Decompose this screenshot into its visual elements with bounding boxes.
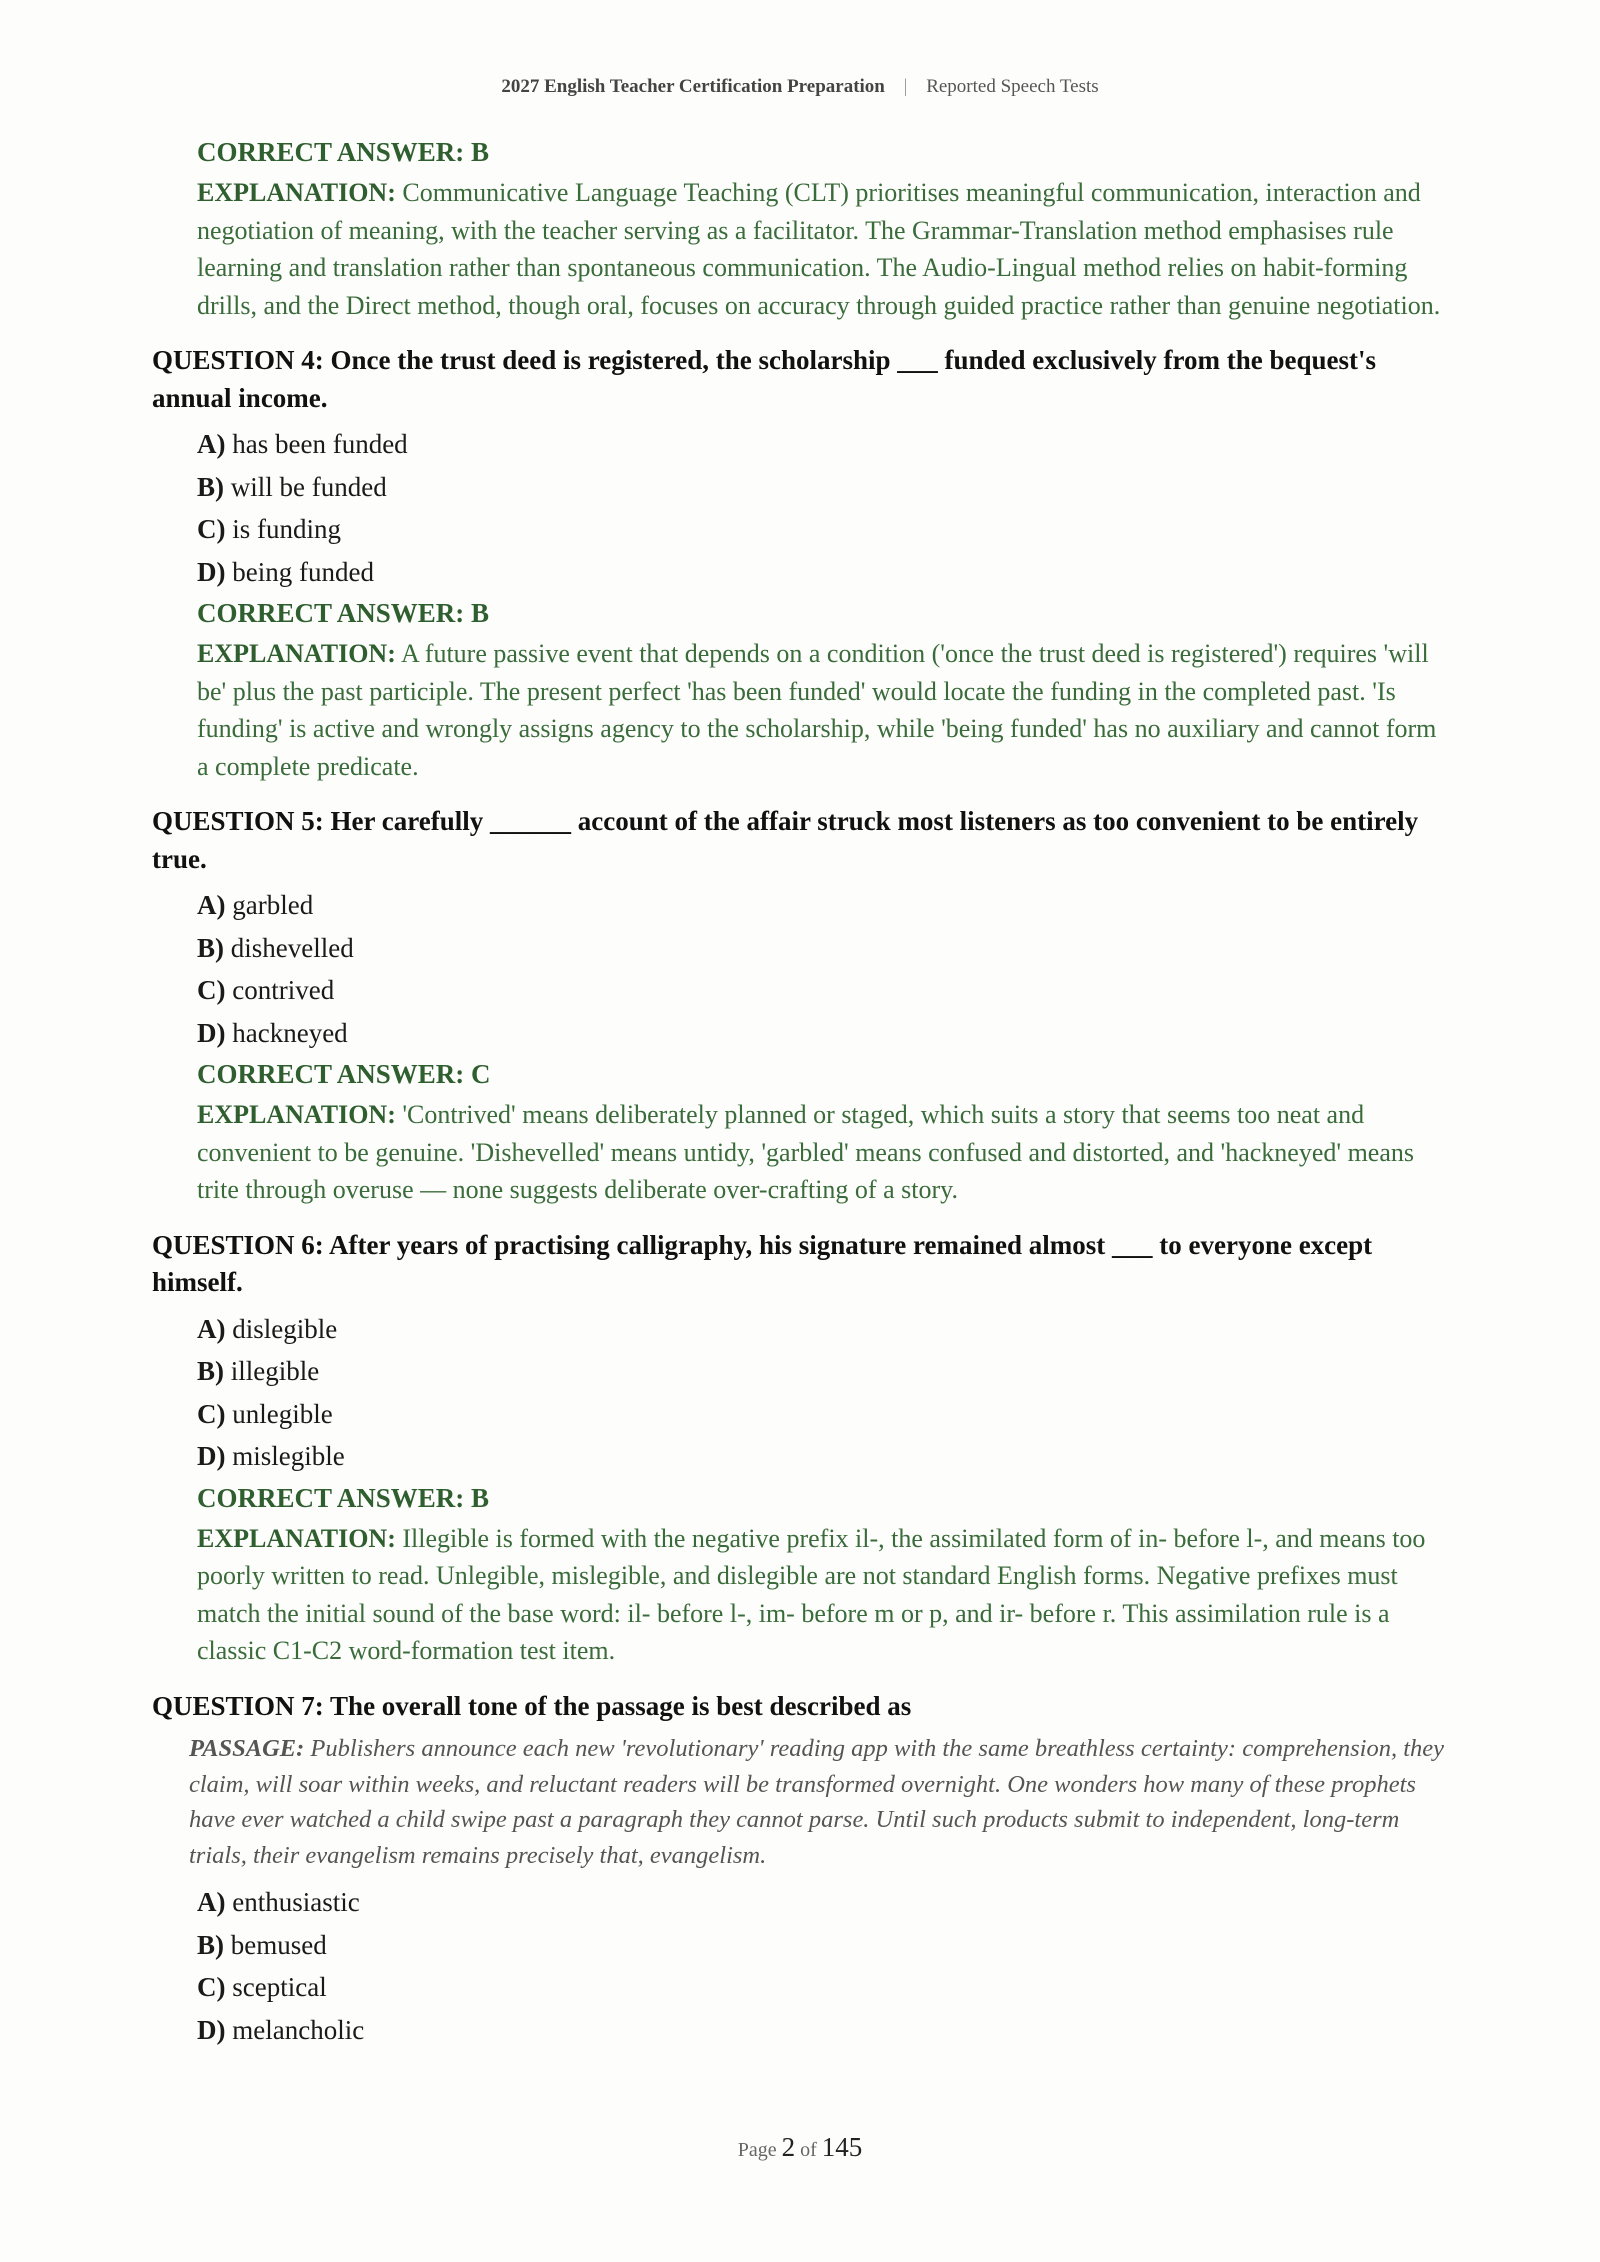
option-text: bemused: [230, 1929, 327, 1960]
explanation-label: EXPLANATION:: [197, 1523, 396, 1553]
option-text: illegible: [230, 1356, 320, 1386]
of-word: of: [800, 2139, 817, 2161]
option-d: [197, 2009, 1452, 2052]
option-text: being funded: [232, 556, 374, 587]
option-a: [197, 1308, 1452, 1351]
option-letter: C): [197, 975, 226, 1005]
option-letter: D): [197, 1441, 226, 1471]
option-text: melancholic: [232, 2014, 365, 2045]
option-c: [197, 969, 1452, 1012]
header-separator: |: [903, 76, 908, 97]
option-c: [197, 1966, 1452, 2009]
explanation-text: Illegible is formed with the negative prefix il-, the assimilated form of in- before l-, and means too poorly written to read. Unlegible, mislegible, and dislegible are not standard English forms. Negative prefixes must match the initial sound of the base word: il- before l-, im- before m or p, and ir- before r. This assimilation rule is a classic C1-C2 word-formation test item.: [197, 1523, 1426, 1665]
total-pages: 145: [821, 2132, 863, 2162]
explanation-text: A future passive event that depends on a condition ('once the trust deed is registered') requires 'will be' plus the past participle. The present perfect 'has been funded' would locate the funding in the completed past. 'Is funding' is active and wrongly assigns agency to the scholarship, while 'being funded' has no auxiliary and cannot form a complete predicate.: [197, 639, 1437, 781]
option-text: unlegible: [232, 1398, 333, 1429]
explanation-text: Communicative Language Teaching (CLT) prioritises meaningful communication, interaction and negotiation of meaning, with the teacher serving as a facilitator. The Grammar-Translation method emphasises rule learning and translation rather than spontaneous communication. The Audio-Lingual method relies on habit-forming drills, and the Direct method, though oral, focuses on accuracy through guided practice rather than genuine negotiation.: [197, 178, 1441, 320]
option-text: dislegible: [232, 1313, 338, 1344]
page-number: 2: [781, 2132, 796, 2162]
page-word: Page: [737, 2139, 777, 2161]
option-d: [197, 1435, 1452, 1478]
q3-explanation: [197, 174, 1452, 324]
question-6-text: QUESTION 6: After years of practising calligraphy, his signature remained almost ___ to everyone except himself.: [152, 1229, 1373, 1297]
option-a: [197, 1881, 1452, 1924]
question-4-options: [197, 423, 1452, 593]
option-letter: C): [197, 1398, 226, 1429]
option-letter: A): [197, 1313, 226, 1344]
q5-explanation: [197, 1096, 1452, 1209]
option-letter: A): [197, 890, 226, 920]
option-text: has been funded: [232, 429, 408, 459]
option-letter: C): [197, 1972, 226, 2002]
question-7-passage: [189, 1731, 1452, 1873]
option-b: [197, 466, 1452, 509]
option-text: is funding: [232, 514, 342, 544]
option-letter: B): [197, 1929, 224, 1960]
option-letter: C): [197, 514, 226, 544]
question-7-options: [197, 1881, 1452, 2051]
header-subtitle: Reported Speech Tests: [926, 76, 1099, 97]
option-b: [197, 1924, 1452, 1967]
page-content: [152, 132, 1452, 2051]
q4-correct-answer: CORRECT ANSWER: B: [197, 598, 490, 628]
question-5-text: QUESTION 5: Her carefully ______ account of the affair struck most listeners as too convenient to be entirely true.: [152, 806, 1419, 874]
option-letter: D): [197, 1017, 226, 1048]
option-letter: A): [197, 1887, 226, 1917]
option-a: [197, 884, 1452, 927]
option-letter: B): [197, 1356, 224, 1386]
header-title: 2027 English Teacher Certification Preparation: [501, 76, 885, 97]
explanation-text: 'Contrived' means deliberately planned or staged, which suits a story that seems too neat and convenient to be genuine. 'Dishevelled' means untidy, 'garbled' means confused and distorted, and 'hackneyed' means trite through overuse — none suggests deliberate over-crafting of a story.: [197, 1100, 1414, 1204]
explanation-label: EXPLANATION:: [197, 178, 396, 207]
option-b: [197, 1350, 1452, 1393]
passage-text: Publishers announce each new 'revolutionary' reading app with the same breathless certainty: comprehension, they claim, will soar within weeks, and reluctant readers will be transformed overnight. One wonders how many of these prophets have ever watched a child swipe past a paragraph they cannot parse. Until such products submit to independent, long-term trials, their evangelism remains precisely that, evangelism.: [189, 1735, 1445, 1869]
option-text: sceptical: [232, 1972, 327, 2002]
option-text: mislegible: [232, 1441, 345, 1471]
option-b: [197, 927, 1452, 970]
question-6-options: [197, 1308, 1452, 1478]
option-text: dishevelled: [230, 932, 354, 963]
option-d: [197, 1012, 1452, 1055]
q4-explanation: [197, 635, 1452, 785]
q6-correct-answer: CORRECT ANSWER: B: [197, 1482, 490, 1513]
option-letter: A): [197, 429, 226, 459]
passage-label: PASSAGE:: [189, 1735, 305, 1762]
question-5-options: [197, 884, 1452, 1054]
question-7-text: QUESTION 7: The overall tone of the passage is best described as: [152, 1690, 912, 1721]
option-letter: B): [197, 471, 224, 502]
explanation-label: EXPLANATION:: [197, 1100, 396, 1129]
question-4-text: QUESTION 4: Once the trust deed is registered, the scholarship ___ funded exclusively from the bequest's annual income.: [152, 345, 1377, 413]
option-letter: D): [197, 2014, 226, 2045]
q6-explanation: [197, 1520, 1452, 1670]
explanation-label: EXPLANATION:: [197, 639, 396, 668]
q5-correct-answer: CORRECT ANSWER: C: [197, 1059, 491, 1089]
option-a: [197, 423, 1452, 466]
option-letter: B): [197, 932, 224, 963]
running-header: [0, 76, 1600, 98]
option-text: contrived: [232, 975, 335, 1005]
option-text: garbled: [232, 890, 314, 920]
option-c: [197, 508, 1452, 551]
option-letter: D): [197, 556, 226, 587]
option-text: hackneyed: [232, 1017, 348, 1048]
option-text: will be funded: [230, 471, 387, 502]
q3-correct-answer: CORRECT ANSWER: B: [197, 137, 490, 167]
option-d: [197, 551, 1452, 594]
option-text: enthusiastic: [232, 1887, 360, 1917]
option-c: [197, 1393, 1452, 1436]
page-footer: [0, 2132, 1600, 2163]
